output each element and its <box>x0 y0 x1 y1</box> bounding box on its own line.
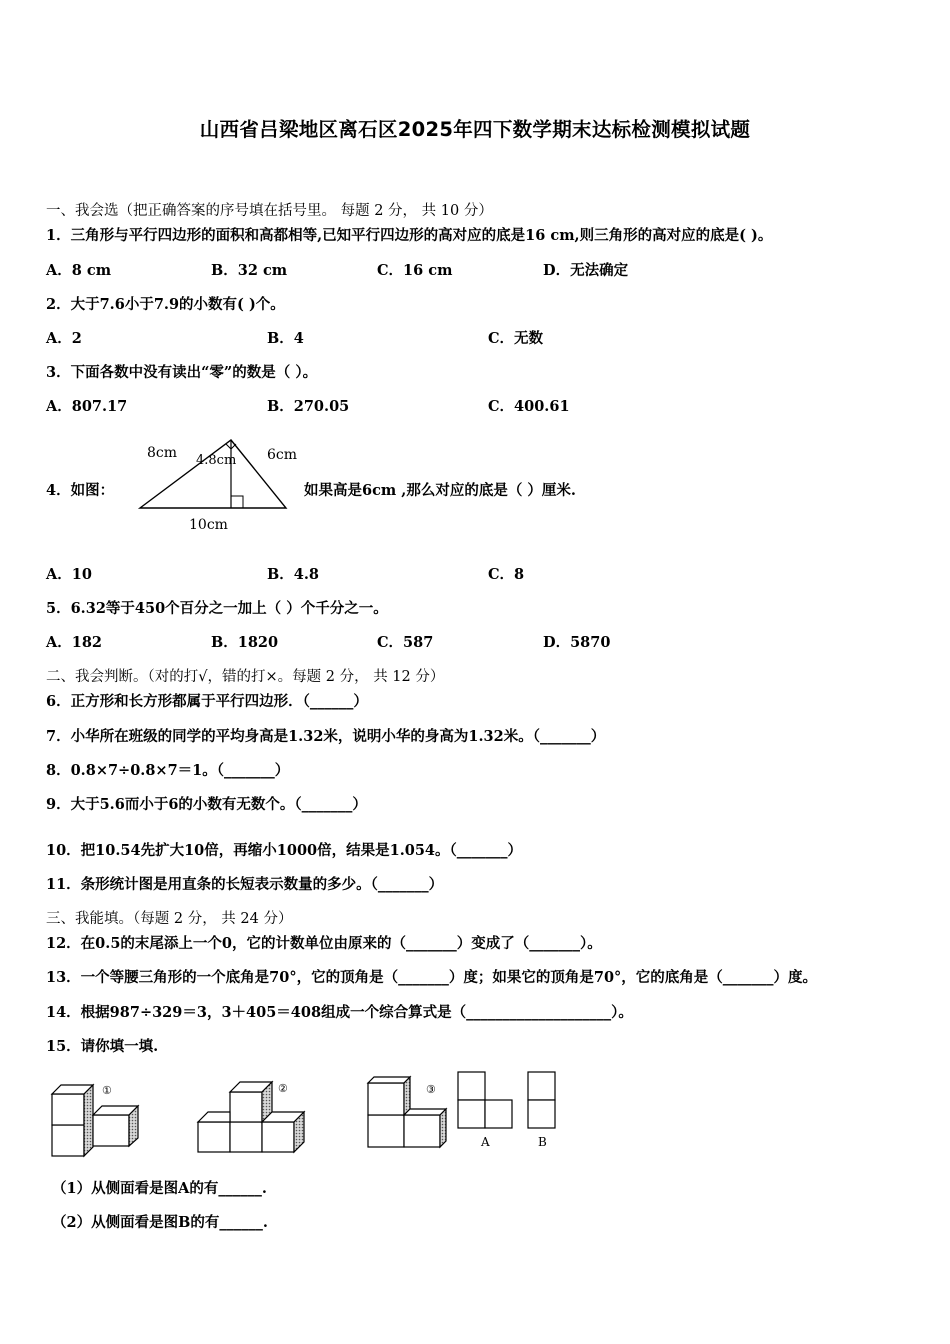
label-height: 4.8cm <box>196 453 237 468</box>
q5-option-a: A．182 <box>46 634 103 651</box>
q2-option-b: B．4 <box>267 330 304 347</box>
q3-option-b: B．270.05 <box>267 398 350 415</box>
question-4-suffix: 如果高是6cm ,那么对应的底是（ ）厘米. <box>304 482 576 499</box>
question-1: 1．三角形与平行四边形的面积和高都相等,已知平行四边形的高对应的底是16 cm,则三角形的高对应的底是( )。 <box>46 227 773 244</box>
view-b-figure <box>526 1070 566 1150</box>
question-15-sub2: （2）从侧面看是图B的有______. <box>52 1214 268 1231</box>
fig1-label: ① <box>102 1084 112 1097</box>
q4-option-b: B．4.8 <box>267 566 319 583</box>
q5-option-b: B．1820 <box>211 634 279 651</box>
triangle-figure <box>130 434 300 539</box>
question-14: 14．根据987÷329＝3，3＋405＝408组成一个综合算式是（____________________）。 <box>46 1004 633 1021</box>
fig3-label: ③ <box>426 1083 436 1096</box>
question-4-prefix: 4．如图： <box>46 482 115 499</box>
question-13: 13．一个等腰三角形的一个底角是70°，它的顶角是（_______）度；如果它的顶角是70°，它的底角是（_______）度。 <box>46 969 818 986</box>
question-10: 10．把10.54先扩大10倍，再缩小1000倍，结果是1.054。（_______） <box>46 842 523 859</box>
question-7: 7．小华所在班级的同学的平均身高是1.32米，说明小华的身高为1.32米。（_______） <box>46 728 606 745</box>
q5-option-d: D．5870 <box>543 634 611 651</box>
q1-option-c: C．16 cm <box>377 262 453 279</box>
question-11: 11．条形统计图是用直条的长短表示数量的多少。（_______） <box>46 876 444 893</box>
view-b-label: B <box>538 1135 547 1149</box>
cube-figure-2 <box>196 1078 316 1158</box>
label-right-side: 6cm <box>267 447 298 463</box>
question-15: 15．请你填一填. <box>46 1038 159 1055</box>
cube-figure-3 <box>366 1075 456 1155</box>
q4-option-a: A．10 <box>46 566 92 583</box>
question-2: 2．大于7.6小于7.9的小数有( )个。 <box>46 296 285 313</box>
view-a-label: A <box>481 1135 490 1149</box>
q5-option-c: C．587 <box>377 634 434 651</box>
section2-heading: 二、我会判断。（对的打√，错的打×。每题 2 分， 共 12 分） <box>46 669 445 685</box>
q1-option-d: D．无法确定 <box>543 262 629 279</box>
cube-figure-1 <box>50 1080 150 1160</box>
q1-option-a: A．8 cm <box>46 262 112 279</box>
q1-option-b: B．32 cm <box>211 262 288 279</box>
label-left-side: 8cm <box>147 445 178 461</box>
question-3: 3．下面各数中没有读出“零”的数是（ ）。 <box>46 364 318 381</box>
q2-option-a: A．2 <box>46 330 82 347</box>
question-5: 5．6.32等于450个百分之一加上（ ）个千分之一。 <box>46 600 388 617</box>
question-9: 9．大于5.6而小于6的小数有无数个。（_______） <box>46 796 367 813</box>
view-a-figure <box>456 1070 516 1150</box>
q3-option-a: A．807.17 <box>46 398 128 415</box>
section1-heading: 一、我会选（把正确答案的序号填在括号里。 每题 2 分， 共 10 分） <box>46 203 493 219</box>
question-12: 12．在0.5的末尾添上一个0，它的计数单位由原来的（_______）变成了（_______）。 <box>46 935 602 952</box>
q2-option-c: C．无数 <box>488 330 544 347</box>
q3-option-c: C．400.61 <box>488 398 570 415</box>
q4-option-c: C．8 <box>488 566 525 583</box>
question-15-sub1: （1）从侧面看是图A的有______. <box>52 1180 267 1197</box>
section3-heading: 三、我能填。（每题 2 分， 共 24 分） <box>46 911 293 927</box>
question-6: 6．正方形和长方形都属于平行四边形．（______） <box>46 693 368 710</box>
page-title: 山西省吕梁地区离石区2025年四下数学期末达标检测模拟试题 <box>199 118 751 141</box>
right-angle-mark <box>231 496 243 508</box>
fig2-label: ② <box>278 1082 288 1095</box>
question-8: 8．0.8×7÷0.8×7＝1。（_______） <box>46 762 290 779</box>
label-base: 10cm <box>189 517 228 533</box>
